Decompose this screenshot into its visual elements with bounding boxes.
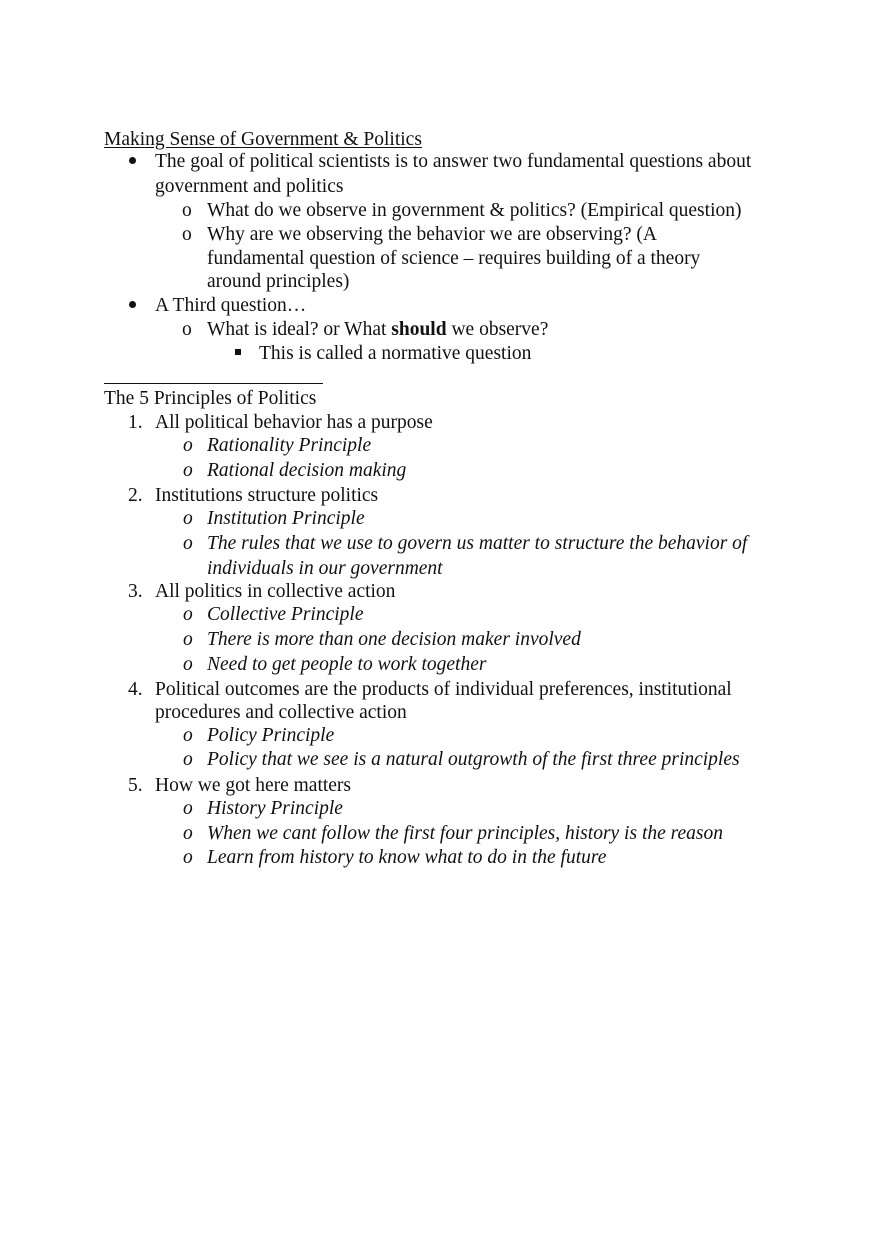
- principle-2: Institutions structure politics: [155, 485, 379, 506]
- principle-3-sub-1: Collective Principle: [207, 604, 364, 625]
- sub-bullet-marker: o: [182, 224, 192, 245]
- principle-4-sub-1: Policy Principle: [207, 725, 335, 746]
- principle-4-line2: procedures and collective action: [155, 702, 407, 723]
- principle-4-line1: Political outcomes are the products of individual preferences, institutional: [155, 679, 732, 700]
- sub-bullet-ideal: [207, 318, 548, 342]
- normative-note: This is called a normative question: [259, 343, 532, 364]
- ideal-text-bold: should: [391, 319, 447, 340]
- sub-bullet-marker: o: [183, 460, 193, 481]
- list-number: 2.: [128, 485, 143, 506]
- sub-bullet-marker: o: [182, 200, 192, 221]
- principle-3-sub-3: Need to get people to work together: [207, 654, 487, 675]
- sub-bullet-marker: o: [183, 629, 193, 650]
- bullet-goal-line1: The goal of political scientists is to answer two fundamental questions about: [155, 151, 752, 172]
- sub-bullet-marker: o: [183, 604, 193, 625]
- sub-bullet-marker: o: [183, 847, 193, 868]
- principle-3-sub-2: There is more than one decision maker involved: [207, 629, 581, 650]
- principle-2-sub-1: Institution Principle: [207, 508, 365, 529]
- principle-5: How we got here matters: [155, 775, 352, 796]
- sub-bullet-marker: o: [183, 654, 193, 675]
- section-title-principles: The 5 Principles of Politics: [104, 388, 317, 409]
- sub-bullet-marker: o: [183, 749, 193, 770]
- bullet-third-question: A Third question…: [155, 295, 307, 316]
- sub-bullet-marker: o: [183, 533, 193, 554]
- principle-5-sub-1: History Principle: [207, 798, 343, 819]
- section-divider: [104, 383, 323, 384]
- sub-bullet-why-line2: fundamental question of science – requires building of a theory: [207, 248, 701, 269]
- square-bullet-icon: [235, 349, 241, 355]
- sub-bullet-marker: o: [183, 725, 193, 746]
- sub-bullet-marker: o: [183, 823, 193, 844]
- principle-3: All politics in collective action: [155, 581, 396, 602]
- ideal-text-before: What is ideal? or What: [207, 319, 392, 340]
- principle-1-sub-1: Rationality Principle: [207, 435, 372, 456]
- principle-2-sub-2-line1: The rules that we use to govern us matter to structure the behavior of: [207, 533, 748, 554]
- principle-1-sub-2: Rational decision making: [207, 460, 407, 481]
- sub-bullet-why-line3: around principles): [207, 271, 350, 292]
- section-title-government-politics: Making Sense of Government & Politics: [104, 129, 422, 150]
- list-number: 1.: [128, 412, 143, 433]
- sub-bullet-marker: o: [182, 319, 192, 340]
- bullet-icon: [129, 157, 136, 164]
- bullet-goal-line2: government and politics: [155, 176, 344, 197]
- list-number: 5.: [128, 775, 143, 796]
- bullet-icon: [129, 301, 136, 308]
- principle-5-sub-2: When we cant follow the first four principles, history is the reason: [207, 823, 723, 844]
- principle-5-sub-3: Learn from history to know what to do in the future: [207, 847, 607, 868]
- sub-bullet-empirical: What do we observe in government & politics? (Empirical question): [207, 200, 742, 221]
- ideal-text-after: we observe?: [446, 319, 549, 340]
- principle-4-sub-2: Policy that we see is a natural outgrowth of the first three principles: [207, 749, 740, 770]
- sub-bullet-why-line1: Why are we observing the behavior we are observing? (A: [207, 224, 657, 245]
- sub-bullet-marker: o: [183, 435, 193, 456]
- principle-1: All political behavior has a purpose: [155, 412, 433, 433]
- sub-bullet-marker: o: [183, 798, 193, 819]
- list-number: 3.: [128, 581, 143, 602]
- list-number: 4.: [128, 679, 143, 700]
- sub-bullet-marker: o: [183, 508, 193, 529]
- principle-2-sub-2-line2: individuals in our government: [207, 558, 443, 579]
